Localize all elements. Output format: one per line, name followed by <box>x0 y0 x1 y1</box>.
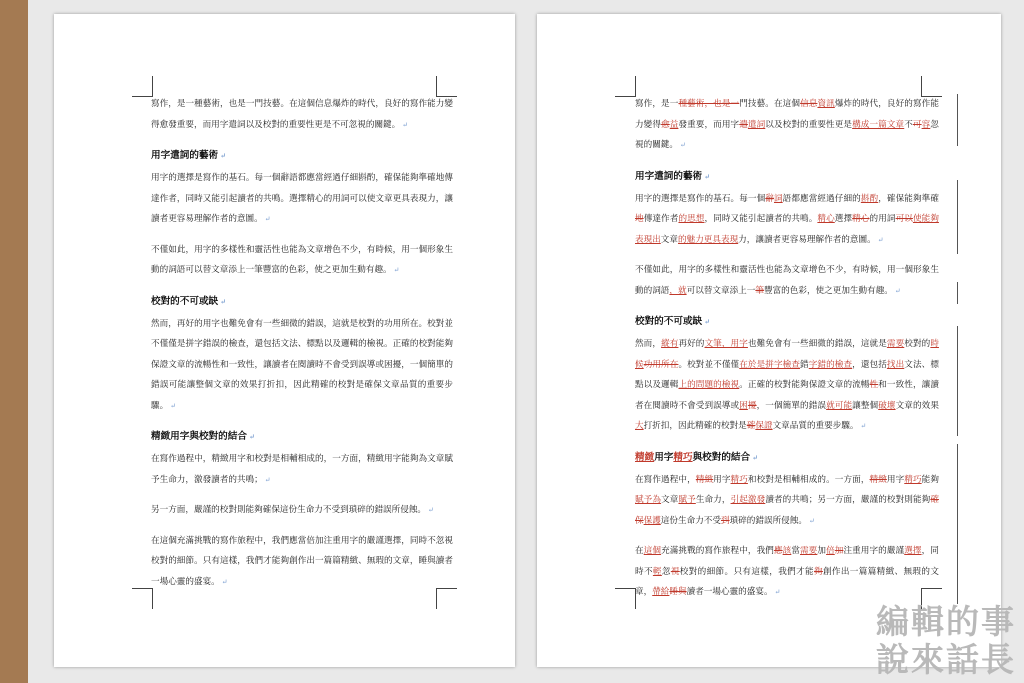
insertion: 就可能 <box>826 400 853 411</box>
paragraph[interactable]: 在寫作過程中，精緻用字和校對是相輔相成的，一方面，精緻用字能夠為文章賦予生命力，激發讀者的共鳴； ↵ <box>151 454 453 485</box>
section-heading[interactable]: 校對的不可或缺 ↵ <box>151 295 227 307</box>
deletion: 筆 <box>755 285 764 296</box>
insertion: 文筆，用字 <box>704 339 748 349</box>
insertion: 倍 <box>826 546 835 556</box>
wood-desk-edge <box>0 0 28 683</box>
deletion: 擾 <box>747 400 757 411</box>
insertion: 上的問題的檢視 <box>678 380 740 390</box>
insertion: 找出 <box>886 359 905 370</box>
crop-mark-top-left <box>615 76 636 97</box>
crop-mark-bottom-left <box>132 588 153 609</box>
insertion: 需要 <box>886 339 905 349</box>
paragraph[interactable]: 然而，再好的用字也難免會有一些細微的錯誤，這就是校對的功用所在。校對並不僅僅是拼字錯誤的檢查，還包括文法、標點以及邏輯的檢視。正確的校對能夠保證文章的流暢性和一致性，讓讀者在閱讀時不會受到誤導或困擾，一個簡單的錯誤可能讓整個文章的效果打折扣，因此精確的校對是確保文章品質的重要步驟。 ↵ <box>151 318 453 411</box>
insertion: ，就 <box>669 285 687 296</box>
deletion: 辭 <box>765 193 774 204</box>
insertion: 大 <box>635 421 644 431</box>
deletion: 功用所在 <box>643 359 679 370</box>
paragraph[interactable]: 在這個充滿挑戰的寫作旅程中，我們應當倍加注重用字的嚴謹選擇，同時不忽視校對的細節。只有這樣，我們才能夠創作出一篇篇精緻、無瑕的文章，睡與讀者一場心靈的盛宴。 ↵ <box>151 535 453 587</box>
insertion: 這個 <box>643 546 662 556</box>
insertion: 詞 <box>773 193 783 204</box>
insertion: 帶給 <box>652 587 670 597</box>
insertion: 精緻 <box>635 451 655 463</box>
deletion: 加 <box>834 546 844 556</box>
deletion: 性 <box>869 380 879 390</box>
deletion: 視 <box>670 566 680 577</box>
paragraph[interactable]: 不僅如此，用字的多樣性和靈活性也能為文章增色不少，有時候，用一個形象生動的詞語，就可以替文章添上一筆豐富的色彩，使之更加生動有趣。 ↵ <box>635 265 939 296</box>
deletion: 應 <box>773 546 783 556</box>
crop-mark-bottom-left <box>615 588 636 609</box>
insertion: 精巧 <box>904 474 922 485</box>
watermark-line: 說來話長 <box>876 640 1016 679</box>
insertion: 的思想 <box>678 214 705 224</box>
watermark-line: 編輯的事 <box>876 602 1016 641</box>
deletion: 夠 <box>814 566 823 577</box>
paragraph[interactable]: 另一方面，嚴謹的校對則能夠確保這份生命力不受到瑣碎的錯誤所侵蝕。 ↵ <box>151 505 434 515</box>
section-heading[interactable]: 精緻用字與校對的結合 ↵ <box>151 431 255 442</box>
insertion: 構成一篇文章 <box>852 119 905 130</box>
deletion: 精心 <box>852 214 870 224</box>
section-heading[interactable]: 精緻用字精巧與校對的結合 ↵ <box>635 451 758 463</box>
document-body <box>151 94 453 602</box>
deletion: 可以 <box>895 214 913 224</box>
insertion: 斟酌 <box>860 193 879 204</box>
insertion: 益 <box>669 119 679 130</box>
insertion: 精巧 <box>730 474 748 485</box>
change-bar <box>957 282 958 304</box>
insertion: 保證 <box>755 421 773 431</box>
change-bar <box>957 180 958 254</box>
paragraph[interactable]: 寫作，是一種藝術，也是一門技藝。在這個信息爆炸的時代，良好的寫作能力變得愈發重要，而用字遣詞以及校對的重要性更是不可忽視的關鍵。 ↵ <box>151 99 453 130</box>
insertion: 輕 <box>652 566 662 577</box>
insertion: 在於是拼字檢查 <box>739 359 801 370</box>
insertion: 字錯的檢查 <box>808 359 853 370</box>
original-document-page <box>54 14 515 667</box>
insertion: 精心 <box>817 214 835 224</box>
deletion: 信息 <box>800 99 818 109</box>
deletion: 到 <box>720 515 730 526</box>
insertion: 賦予 <box>678 495 696 505</box>
document-body-tracked-changes <box>635 94 939 613</box>
deletion: 睡與 <box>669 587 687 597</box>
deletion: 遣 <box>739 119 748 130</box>
insertion: 選擇 <box>904 546 922 556</box>
paragraph[interactable]: 寫作，是一種藝術，也是一門技藝。在這個信息資訊爆炸的時代，良好的寫作能力變得愈益發重要，而用字遣遣詞以及校對的重要性更是構成一篇文章不可容忽視的關鍵。 ↵ <box>635 99 939 150</box>
crop-mark-top-left <box>132 76 153 97</box>
insertion: 引起激發 <box>730 495 766 505</box>
paragraph[interactable]: 用字的選擇是寫作的基石。每一個辭詞語都應當經過仔細的斟酌，確保能夠準確地傳達作者的思想，同時又能引起讀者的共鳴。精心選擇精心的用詞可以使能夠表現出文章的魅力更具表現力，讓讀者更容易理解作者的意圖。 ↵ <box>635 193 939 245</box>
deletion: 確 <box>746 421 756 431</box>
change-bar <box>957 444 958 604</box>
section-heading[interactable]: 用字遣詞的藝術 ↵ <box>635 170 711 182</box>
watermark-logo <box>856 603 1016 679</box>
deletion: 可 <box>912 119 922 130</box>
section-heading[interactable]: 用字遣詞的藝術 ↵ <box>151 150 227 161</box>
change-bar <box>957 326 958 436</box>
deletion: 地 <box>635 214 644 224</box>
paragraph[interactable]: 在寫作過程中，精緻用字精巧和校對是相輔相成的。一方面，精緻用字精巧能夠賦予為文章賦予生命力，引起激發讀者的共鳴；另一方面，嚴謹的校對則能夠確保保護這份生命力不受到瑣碎的錯誤所侵蝕。 ↵ <box>635 474 939 526</box>
insertion: 使能夠表現出 <box>635 214 939 245</box>
deletion: 精緻 <box>869 474 887 485</box>
insertion: 精巧 <box>673 451 693 463</box>
paragraph[interactable]: 用字的選擇是寫作的基石。每一個辭語都應當經過仔細斟酌，確保能夠準確地傳達作者，同時又能引起讀者的共鳴。選擇精心的用詞可以使文章更具表現力，讓讀者更容易理解作者的意圖。 ↵ <box>151 173 453 224</box>
insertion: 保護 <box>643 515 661 526</box>
edited-document-page <box>537 14 1001 667</box>
deletion: 確保 <box>635 495 939 526</box>
insertion: 資訊 <box>817 99 835 109</box>
insertion: 容 <box>921 119 931 130</box>
insertion: 破壞 <box>878 400 896 411</box>
deletion: 愈 <box>661 119 670 130</box>
insertion: 需要 <box>800 546 818 556</box>
deletion: 種藝術，也是一 <box>678 99 740 109</box>
insertion: 困 <box>739 400 748 411</box>
insertion: 縱有 <box>661 339 679 349</box>
deletion: 精緻 <box>695 474 714 485</box>
insertion: 的魅力更具表現 <box>678 234 739 245</box>
paragraph[interactable]: 然而，縱有再好的文筆，用字也難免會有一些細微的錯誤，這就是需要校對的時候功用所在。校對並不僅僅在於是拼字檢查錯字錯的檢查，還包括找出文法、標點以及邏輯上的問題的檢視。正確的校對能夠保證文章的流暢性和一致性，讓讀者在閱讀時不會受到誤導或困擾，一個簡單的錯誤就可能讓整個破壞文章的效果大打折扣，因此精確的校對是確保證文章品質的重要步驟。 ↵ <box>635 339 939 431</box>
paragraph[interactable]: 不僅如此，用字的多樣性和靈活性也能為文章增色不少，有時候，用一個形象生動的詞語可以替文章添上一筆豐富的色彩，使之更加生動有趣。 ↵ <box>151 244 453 275</box>
insertion: 賦予為 <box>635 495 662 505</box>
change-bar <box>957 94 958 146</box>
insertion: 該 <box>782 546 792 556</box>
paragraph[interactable]: 在這個充滿挑戰的寫作旅程中，我們應該當需要加倍加注重用字的嚴謹選擇，同時不輕忽視校對的細節。只有這樣，我們才能夠創作出一篇篇精緻、無瑕的文章，帶給睡與讀者一場心靈的盛宴。 ↵ <box>635 546 939 597</box>
insertion: 遣詞 <box>747 119 766 130</box>
insertion: 時候 <box>635 339 939 370</box>
section-heading[interactable]: 校對的不可或缺 ↵ <box>635 316 711 327</box>
